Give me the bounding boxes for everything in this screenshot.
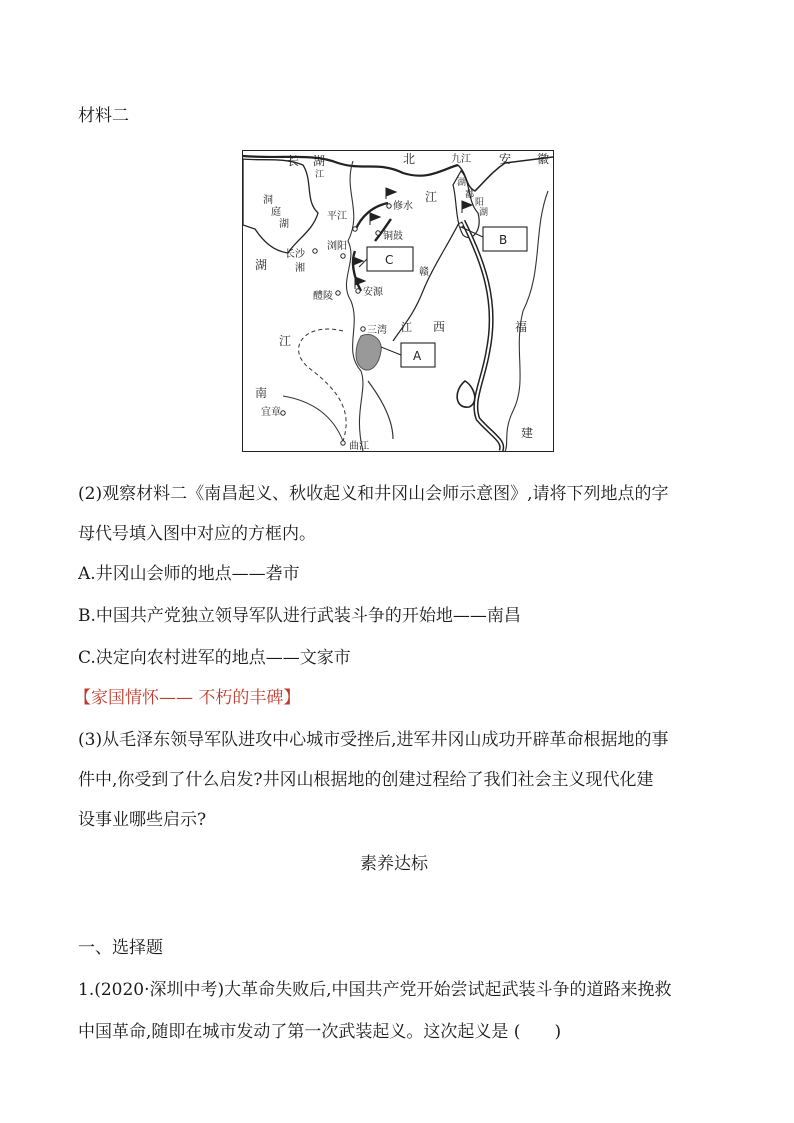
- flag-tonggu: [370, 213, 380, 225]
- dot-liuyang: [341, 254, 345, 258]
- region-jiang-left: 江: [279, 334, 292, 348]
- q3-line3: 设事业哪些启示?: [78, 810, 207, 830]
- region-dong: 洞: [263, 195, 273, 206]
- region-jiang-tag: 江: [315, 170, 325, 180]
- region-jian: 建: [521, 426, 534, 440]
- city-yizhang: 宜章: [261, 407, 281, 418]
- province-border-west: [346, 161, 363, 451]
- region-jiang-mid: 江: [401, 321, 412, 334]
- region-po: 鄱: [465, 190, 475, 200]
- region-hu-top: 湖: [313, 154, 326, 168]
- flag-xiushui: [386, 188, 396, 199]
- section-tag: 【家国情怀—— 不朽的丰碑】: [74, 688, 301, 708]
- region-chang: 长: [287, 154, 300, 168]
- dot-tonggu: [376, 231, 380, 235]
- region-hu-tag: 湖: [457, 178, 467, 188]
- region-jiujiang: 九江: [451, 154, 471, 165]
- region-hui: 徽: [537, 152, 550, 166]
- region-ting: 庭: [271, 207, 281, 218]
- city-anyuan: 安源: [363, 287, 383, 298]
- material-label: 材料二: [78, 106, 129, 126]
- region-gan: 赣: [419, 267, 429, 278]
- dongting-lake-shape: [243, 159, 318, 253]
- region-bei: 北: [403, 152, 416, 166]
- region-nan-left: 南: [255, 386, 268, 400]
- route-to-qujiang: [368, 381, 393, 439]
- dot-liling: [336, 291, 340, 295]
- dot-changsha: [313, 249, 317, 253]
- q3-line2: 件中,你受到了什么启发?井冈山根据地的创建过程给了我们社会主义现代化建: [78, 770, 654, 790]
- q1-line2: 中国革命,随即在城市发动了第一次武装起义。这次起义是 ( ): [78, 1022, 562, 1042]
- q1-line1: 1.(2020·深圳中考)大革命失败后,中国共产党开始尝试起武装斗争的道路来挽救: [78, 980, 672, 1000]
- region-hu-left: 湖: [255, 258, 268, 272]
- dot-qujiang: [341, 441, 345, 445]
- q3-line1: (3)从毛泽东领导军队进攻中心城市受挫后,进军井冈山成功开辟革命根据地的事: [78, 730, 669, 750]
- city-tonggu: 铜鼓: [383, 231, 403, 242]
- dot-anyuan: [356, 289, 360, 293]
- city-pingjiang: 平江: [327, 211, 347, 222]
- city-xiushui: 修水: [393, 201, 413, 212]
- box-a-pointer: [381, 347, 401, 355]
- q2-stem-line2: 母代号填入图中对应的方框内。: [78, 524, 316, 544]
- revolution-map: [242, 150, 554, 452]
- heading: 素养达标: [360, 854, 428, 874]
- nanchang-route-inner: [463, 221, 502, 451]
- nanchang-loop: [457, 381, 475, 407]
- region-yang: 阳: [475, 198, 485, 208]
- dashed-route: [299, 329, 347, 441]
- city-xiang: 湘: [295, 263, 305, 274]
- sanwan-shaded-area: [356, 334, 381, 370]
- q2-option-a: A.井冈山会师的地点——砻市: [78, 564, 300, 584]
- city-changsha: 长沙: [285, 249, 305, 260]
- nanchang-route: [463, 221, 502, 451]
- region-fu: 福: [515, 320, 528, 334]
- city-liuyang: 浏阳: [327, 241, 347, 252]
- region-hu-lake: 湖: [279, 219, 289, 230]
- q2-option-b: B.中国共产党独立领导军队进行武装斗争的开始地——南昌: [78, 606, 521, 626]
- section-title: 一、选择题: [78, 938, 163, 958]
- region-an: 安: [499, 152, 512, 166]
- box-a-label: A: [413, 349, 422, 363]
- region-hu-po: 湖: [479, 208, 489, 218]
- dot-xiushui: [387, 204, 391, 208]
- region-jiang-top: 江: [425, 190, 438, 204]
- city-liling: 醴陵: [313, 291, 333, 302]
- q2-stem-line1: (2)观察材料二《南昌起义、秋收起义和井冈山会师示意图》,请将下列地点的字: [78, 484, 669, 504]
- route-from-left: [283, 396, 343, 441]
- flag-liuyang: [353, 257, 363, 269]
- city-sanwan: 三湾: [367, 325, 387, 336]
- dot-nanchang: [459, 223, 463, 227]
- q2-option-c: C.决定向农村进军的地点——文家市: [78, 648, 351, 668]
- dot-yizhang: [281, 411, 285, 415]
- dot-sanwan: [361, 327, 365, 331]
- dot-pingjiang: [353, 227, 357, 231]
- box-c-label: C: [385, 253, 394, 267]
- box-b-label: B: [499, 233, 508, 247]
- region-xi: 西: [433, 320, 446, 334]
- city-qujiang: 曲江: [349, 441, 369, 451]
